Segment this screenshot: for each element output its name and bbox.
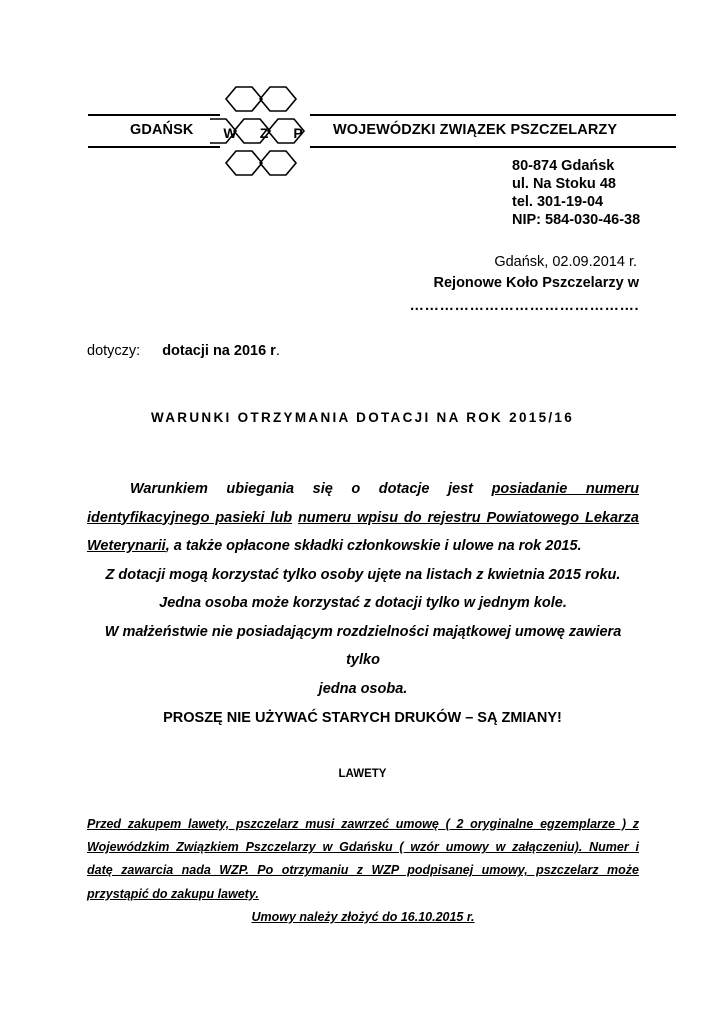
subject-line [87, 343, 280, 359]
letterhead-bottom-left-rule [88, 146, 220, 148]
body-text: , a także opłacone składki członkowskie i ulowe na rok 2015. [165, 538, 582, 554]
lawety-line: Przed zakupem lawety, pszczelarz musi zawrzeć umowę ( 2 oryginalne egzemplarze ) z [87, 817, 639, 831]
body-line [87, 504, 639, 533]
body-text-underlined: Weterynarii [87, 538, 166, 554]
notice: PROSZĘ NIE UŻYWAĆ STARYCH DRUKÓW – SĄ ZMIANY! [163, 710, 562, 726]
letterhead-city: GDAŃSK [130, 122, 194, 138]
subject-value: dotacji na 2016 r [162, 343, 276, 359]
body-text-underlined: identyfikacyjnego pasieki lub [87, 509, 293, 526]
body-line: jedna osoba. [318, 680, 408, 697]
lawety-line: Wojewódzkim Związkiem Pszczelarzy w Gdańsku ( wzór umowy w załączeniu). Numer i [87, 840, 639, 855]
body-text: Warunkiem ubiegania się o dotacje jest [130, 481, 474, 497]
body-line [87, 532, 639, 561]
section-title-lawety: LAWETY [338, 768, 387, 780]
letterhead-address [512, 157, 640, 229]
document-date: Gdańsk, 02.09.2014 r. [494, 254, 637, 270]
lawety-line: przystąpić do zakupu lawety. [87, 886, 259, 901]
letterhead-org-name: WOJEWÓDZKI ZWIĄZEK PSZCZELARZY [333, 122, 618, 138]
address-line: 80-874 Gdańsk [512, 158, 615, 174]
body-line: Z dotacji mogą korzystać tylko osoby ujęte na listach z kwietnia 2015 roku. [105, 566, 621, 583]
body-line [87, 475, 639, 504]
subject-label: dotyczy: [87, 343, 141, 359]
body-text-underlined: numeru wpisu do rejestru Powiatowego Lekarza [297, 509, 640, 526]
letterhead-top-right-rule [310, 114, 676, 116]
lawety-deadline: Umowy należy złożyć do 16.10.2015 r. [251, 909, 475, 924]
conditions-body [87, 475, 639, 703]
recipient-blank: ………………………………………. [409, 298, 639, 314]
body-line: W małżeństwie nie posiadającym rozdzielności majątkowej umowę zawiera tylko [104, 623, 622, 668]
lawety-line: datę zawarcia nada WZP. Po otrzymaniu z WZP podpisanej umowy, pszczelarz może [87, 863, 639, 878]
logo-letter-z: Z [259, 125, 269, 141]
honeycomb-logo-icon [210, 80, 320, 180]
address-line: tel. 301-19-04 [512, 194, 604, 210]
address-line: NIP: 584-030-46-38 [512, 212, 641, 228]
document-heading: WARUNKI OTRZYMANIA DOTACJI NA ROK 2015/16 [150, 410, 575, 425]
subject-suffix: . [275, 343, 280, 359]
letterhead-bottom-right-rule [310, 146, 676, 148]
address-line: ul. Na Stoku 48 [512, 176, 616, 192]
recipient: Rejonowe Koło Pszczelarzy w [433, 275, 639, 291]
body-line: Jedna osoba może korzystać z dotacji tylko w jednym kole. [159, 595, 567, 611]
logo-letter-w: W [223, 125, 237, 141]
body-text-underlined: posiadanie numeru [491, 481, 640, 497]
lawety-body [87, 813, 639, 929]
logo-letter-p: P [293, 125, 303, 141]
letterhead-top-left-rule [88, 114, 220, 116]
